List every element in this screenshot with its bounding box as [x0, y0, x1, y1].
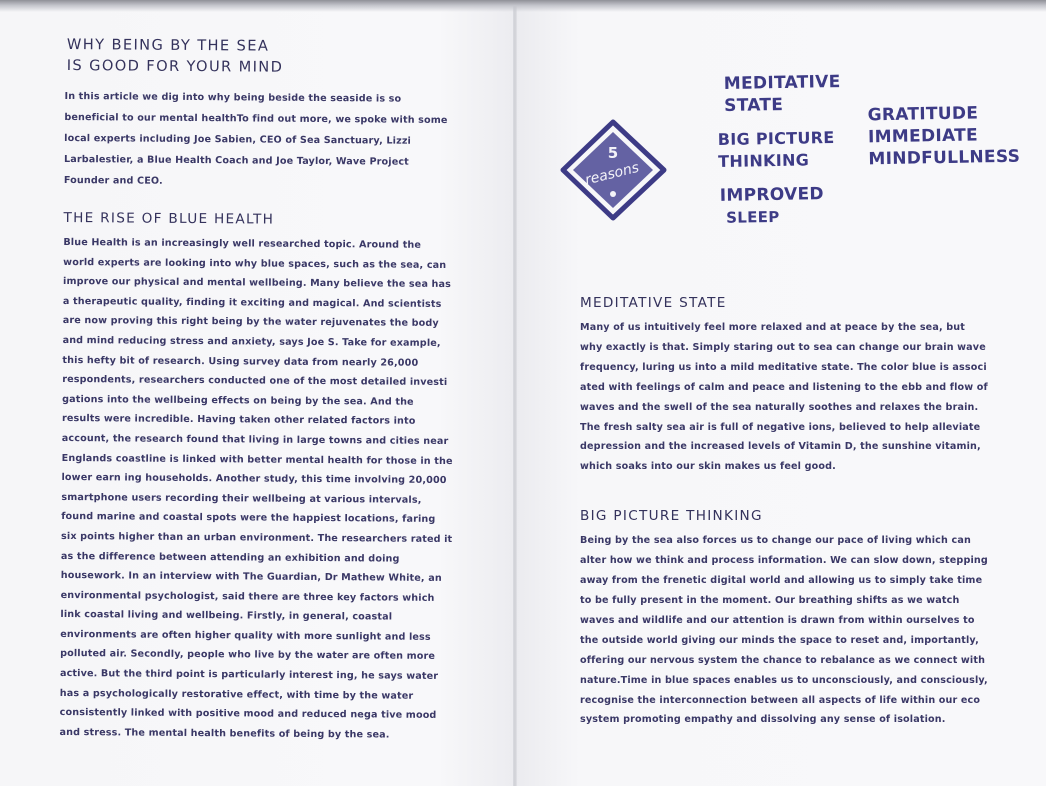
section-body-big-picture: Being by the sea also forces us to change our pace of living which can alter how we think and process information. We can slow down, stepping away from the frenetic digital world and allowing us to simply take time to be fully present in the moment. Our breathing shifts as we watch waves and wildlife and our attention is drawn from within ourselves to the outside world giving our minds the space to reset and, importantly, offering our nervous system the chance to rebalance as we connect with nature.Time in blue spaces enables us to unconsciously, and consciously, recognise the interconnection between all aspects of life within our eco system promoting empathy and dissolving any sense of isolation.	[580, 535, 988, 726]
section-heading-big-picture: BIG PICTURE THINKING	[580, 508, 763, 525]
article-title	[67, 34, 457, 79]
top-edge-shadow	[0, 0, 1046, 12]
section-heading-blue-health: THE RISE OF BLUE HEALTH	[63, 209, 275, 228]
reason-gratitude: GRATITUDE	[867, 103, 979, 126]
section-spacer	[580, 477, 990, 507]
reason-sleep-line2: SLEEP	[726, 207, 780, 227]
reason-big-picture-line1: BIG PICTURE	[717, 127, 835, 150]
reason-meditative-line1: MEDITATIVE	[723, 71, 841, 95]
section-heading-meditative-state: MEDITATIVE STATE	[580, 295, 727, 311]
article-title-line2: IS GOOD FOR YOUR MIND	[66, 57, 284, 76]
reason-big-picture	[718, 127, 835, 173]
section-body-blue-health: Blue Health is an increasingly well researched topic. Around the world experts are looking into why blue spaces, such as the sea, can improve our physical and mental wellbeing. Many believe the sea has a therapeutic quality, finding it exciting and magical. And scientists are now proving this right being by the water rejuvenates the body and mind reducing stress and anxiety, says Joe S. Take for example, this hefty bit of research. Using survey data from nearly 26,000 respondents, researchers conducted one of the most detailed investi gations into the wellbeing effects on being by the sea. And the results were incredible. Having taken other related factors into account, the research found that living in large towns and cities near Englands coastline is linked with better mental health for those in the lower earn ing households. Another study, this time involving 20,000 smartphone users recording their wellbeing at various intervals, found marine and coastal spots were the happiest locations, faring six points higher than an urban environment. The researchers rated it as the difference between attending an exhibition and doing housework. In an interview with The Guardian, Dr Mathew White, an environmental psychologist, said there are three key factors which link coastal living and wellbeing. Firstly, in general, coastal environments are often higher quality with more sunlight and less polluted air. Secondly, people who live by the water are often more active. But the third point is particularly interest ing, he says water has a psychologically restorative effect, with time by the water consistently linked with positive mood and reduced nega tive mood and stress. The mental health benefits of being by the sea.	[59, 236, 453, 741]
reason-meditative-state	[724, 71, 842, 117]
reason-meditative-line2: STATE	[724, 94, 784, 117]
book-gutter	[513, 0, 517, 786]
reason-gratitude-mindfulness	[867, 102, 1020, 171]
reason-big-picture-line2: THINKING	[718, 150, 810, 172]
reason-sleep-line1: IMPROVED	[719, 184, 825, 206]
intro-paragraph: In this article we dig into why being beside the seaside is so beneficial to our mental healthTo find out more, we spoke with some local experts including Joe Sabien, CEO of Sea Sanctuary, Lizzi Larbalestier, a Blue Health Coach and Joe Taylor, Wave Project Founder and CEO.	[63, 90, 448, 187]
badge-dot	[610, 191, 616, 197]
badge-number: 5	[607, 144, 619, 162]
right-column	[580, 294, 990, 730]
five-reasons-badge	[560, 118, 670, 222]
reason-improved-sleep	[720, 183, 825, 229]
article-title-line1: WHY BEING BY THE SEA	[66, 36, 270, 55]
badge-word: reasons	[583, 159, 641, 189]
left-column	[59, 34, 457, 745]
reason-mindfullness: MINDFULLNESS	[868, 146, 1021, 170]
section-body-meditative-state: Many of us intuitively feel more relaxed and at peace by the sea, but why exactly is that. Simply staring out to sea can change our brain wave frequency, luring us into a mild meditative state. The color blue is associ ated with feelings of calm and peace and listening to the ebb and flow of waves and the swell of the sea naturally soothes and relaxes the brain. The fresh salty sea air is full of negative ions, believed to help alleviate depression and the increased levels of Vitamin D, the sunshine vitamin, which soaks into our skin makes us feel good.	[580, 322, 988, 473]
reason-immediate: IMMEDIATE	[867, 125, 979, 148]
